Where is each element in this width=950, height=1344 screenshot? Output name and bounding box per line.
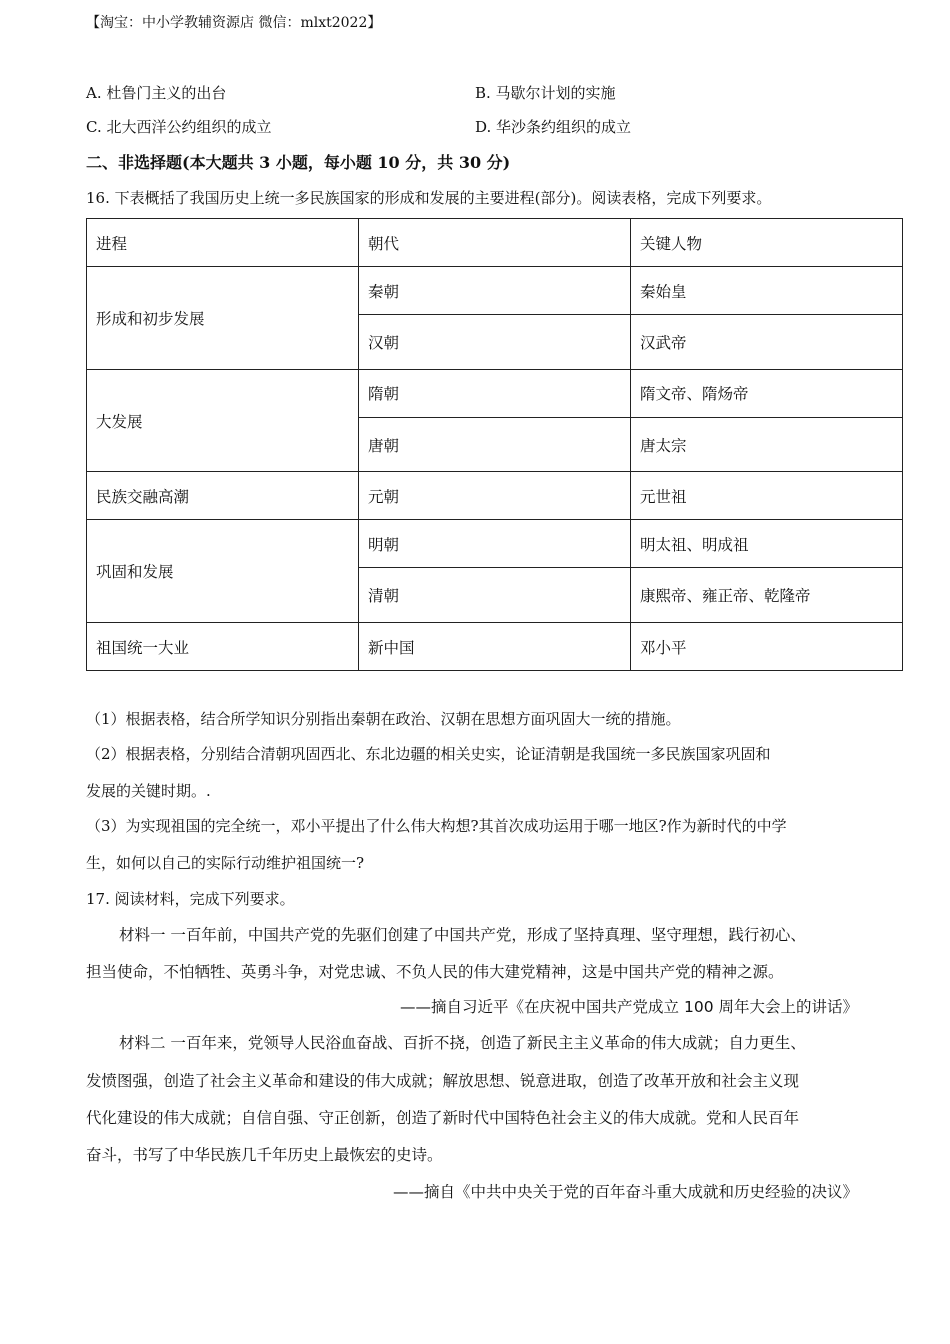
table-header-cell: 朝代 xyxy=(359,219,631,267)
material2-line1: 材料二 一百年来，党领导人民浴血奋战、百折不挠，创造了新民主主义革命的伟大成就；自力更生、 xyxy=(119,1034,806,1052)
figure-cell: 明太祖、明成祖 xyxy=(631,520,903,568)
stage-cell: 形成和初步发展 xyxy=(87,267,359,370)
material2-line3: 代化建设的伟大成就；自信自强、守正创新，创造了新时代中国特色社会主义的伟大成就。党和人民百年 xyxy=(86,1109,800,1127)
figure-cell: 汉武帝 xyxy=(631,315,903,370)
figure-cell: 元世祖 xyxy=(631,472,903,520)
dynasty-cell: 清朝 xyxy=(359,568,631,623)
q16-sub3-line2: 生，如何以自己的实际行动维护祖国统一? xyxy=(86,854,365,872)
q16-sub2-line1: （2）根据表格，分别结合清朝巩固西北、东北边疆的相关史实，论证清朝是我国统一多民族国家巩固和 xyxy=(86,745,771,763)
material1-source: ——摘自习近平《在庆祝中国共产党成立 100 周年大会上的讲话》 xyxy=(400,998,858,1016)
figure-cell: 唐太宗 xyxy=(631,418,903,472)
table-header-cell: 进程 xyxy=(87,219,359,267)
figure-cell: 邓小平 xyxy=(631,623,903,671)
option-b: B. 马歇尔计划的实施 xyxy=(475,84,616,102)
table-row xyxy=(87,472,903,520)
stage-cell: 大发展 xyxy=(87,370,359,472)
table-row xyxy=(87,520,903,568)
figure-cell: 隋文帝、隋炀帝 xyxy=(631,370,903,418)
stage-cell: 民族交融高潮 xyxy=(87,472,359,520)
q16-sub3-line1: （3）为实现祖国的完全统一，邓小平提出了什么伟大构想?其首次成功运用于哪一地区?作为新时代的中学 xyxy=(86,817,787,835)
q16-prompt: 16. 下表概括了我国历史上统一多民族国家的形成和发展的主要进程(部分)。阅读表格，完成下列要求。 xyxy=(86,189,772,207)
table-row xyxy=(87,267,903,315)
figure-cell: 秦始皇 xyxy=(631,267,903,315)
stage-cell: 巩固和发展 xyxy=(87,520,359,623)
option-a: A. 杜鲁门主义的出台 xyxy=(86,84,227,102)
option-d: D. 华沙条约组织的成立 xyxy=(475,118,632,136)
dynasty-cell: 隋朝 xyxy=(359,370,631,418)
q16-sub2-line2: 发展的关键时期。. xyxy=(86,782,211,800)
material2-line2: 发愤图强，创造了社会主义革命和建设的伟大成就；解放思想、锐意进取，创造了改革开放和社会主义现 xyxy=(86,1072,800,1090)
page-header: 【淘宝：中小学教辅资源店 微信：mlxt2022】 xyxy=(86,15,382,31)
dynasty-cell: 秦朝 xyxy=(359,267,631,315)
history-table xyxy=(86,218,903,671)
q16-sub1: （1）根据表格，结合所学知识分别指出秦朝在政治、汉朝在思想方面巩固大一统的措施。 xyxy=(86,710,681,728)
dynasty-cell: 汉朝 xyxy=(359,315,631,370)
dynasty-cell: 明朝 xyxy=(359,520,631,568)
table-header-row xyxy=(87,219,903,267)
material2-source: ——摘自《中共中央关于党的百年奋斗重大成就和历史经验的决议》 xyxy=(392,1183,858,1201)
q17-prompt: 17. 阅读材料，完成下列要求。 xyxy=(86,890,295,908)
dynasty-cell: 唐朝 xyxy=(359,418,631,472)
dynasty-cell: 新中国 xyxy=(359,623,631,671)
material2-line4: 奋斗，书写了中华民族几千年历史上最恢宏的史诗。 xyxy=(86,1146,443,1164)
figure-cell: 康熙帝、雍正帝、乾隆帝 xyxy=(631,568,903,623)
table-row xyxy=(87,623,903,671)
material1-line2: 担当使命，不怕牺牲、英勇斗争，对党忠诚、不负人民的伟大建党精神，这是中国共产党的精神之源。 xyxy=(86,963,784,981)
table-header-cell: 关键人物 xyxy=(631,219,903,267)
section-title: 二、非选择题(本大题共 3 小题，每小题 10 分，共 30 分) xyxy=(86,153,511,172)
dynasty-cell: 元朝 xyxy=(359,472,631,520)
material1-line1: 材料一 一百年前，中国共产党的先驱们创建了中国共产党，形成了坚持真理、坚守理想，践行初心、 xyxy=(119,926,806,944)
option-c: C. 北大西洋公约组织的成立 xyxy=(86,118,272,136)
table-row xyxy=(87,370,903,418)
stage-cell: 祖国统一大业 xyxy=(87,623,359,671)
